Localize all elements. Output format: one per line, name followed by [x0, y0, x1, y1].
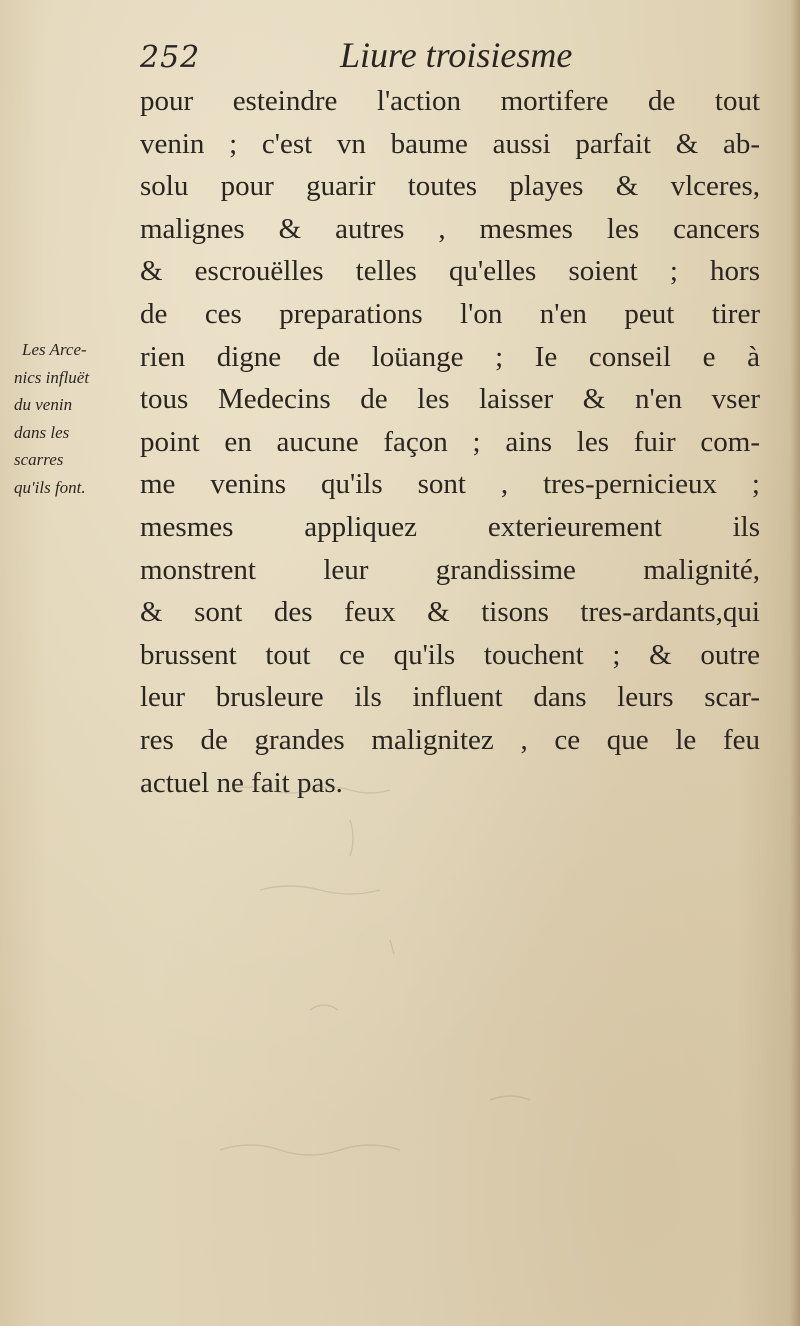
text-line: mesmes appliquez exterieurement ils: [140, 510, 760, 543]
marginal-note-line: scarres: [14, 450, 64, 469]
marginal-note-line: qu'ils font.: [14, 477, 86, 497]
text-line: point en aucune façon ; ains les fuir com-: [140, 425, 760, 458]
text-line: brussent tout ce qu'ils touchent ; & outre: [140, 638, 760, 671]
marginal-note-line: du venin: [14, 395, 73, 414]
page-number: 252: [140, 40, 201, 75]
text-line: res de grandes malignitez , ce que le feu: [140, 723, 760, 756]
text-line: & sont des feux & tisons tres-ardants,qui: [140, 596, 760, 629]
text-line: venin ; c'est vn baume aussi parfait & ab-: [140, 127, 760, 160]
text-line: malignes & autres , mesmes les cancers: [140, 212, 760, 245]
text-line: leur brusleure ils influent dans leurs scar-: [140, 681, 760, 714]
text-line: & escrouëlles telles qu'elles soient ; hors: [140, 255, 760, 288]
text-line: actuel ne fait pas.: [140, 766, 343, 799]
text-line: de ces preparations l'on n'en peut tirer: [140, 297, 760, 330]
show-through-marks: [190, 770, 630, 1220]
marginal-note-line: dans les: [14, 422, 70, 442]
text-line: pour esteindre l'action mortifere de tout: [140, 85, 760, 117]
text-line: me venins qu'ils sont , tres-pernicieux ;: [140, 468, 760, 501]
text-line: solu pour guarir toutes playes & vlceres,: [140, 170, 760, 203]
text-line: monstrent leur grandissime malignité,: [140, 553, 760, 586]
marginal-note: [14, 336, 134, 501]
page-header: [140, 30, 760, 80]
body-text: [140, 80, 760, 804]
marginal-note-line: Les Arce-: [22, 340, 87, 359]
text-line: tous Medecins de les laisser & n'en vser: [140, 383, 760, 416]
marginal-note-line: nics influët: [14, 367, 90, 387]
text-line: rien digne de loüange ; Ie conseil e à: [140, 340, 760, 373]
running-title: Liure troisiesme: [340, 35, 573, 75]
page-edge-shadow: [790, 0, 800, 1326]
